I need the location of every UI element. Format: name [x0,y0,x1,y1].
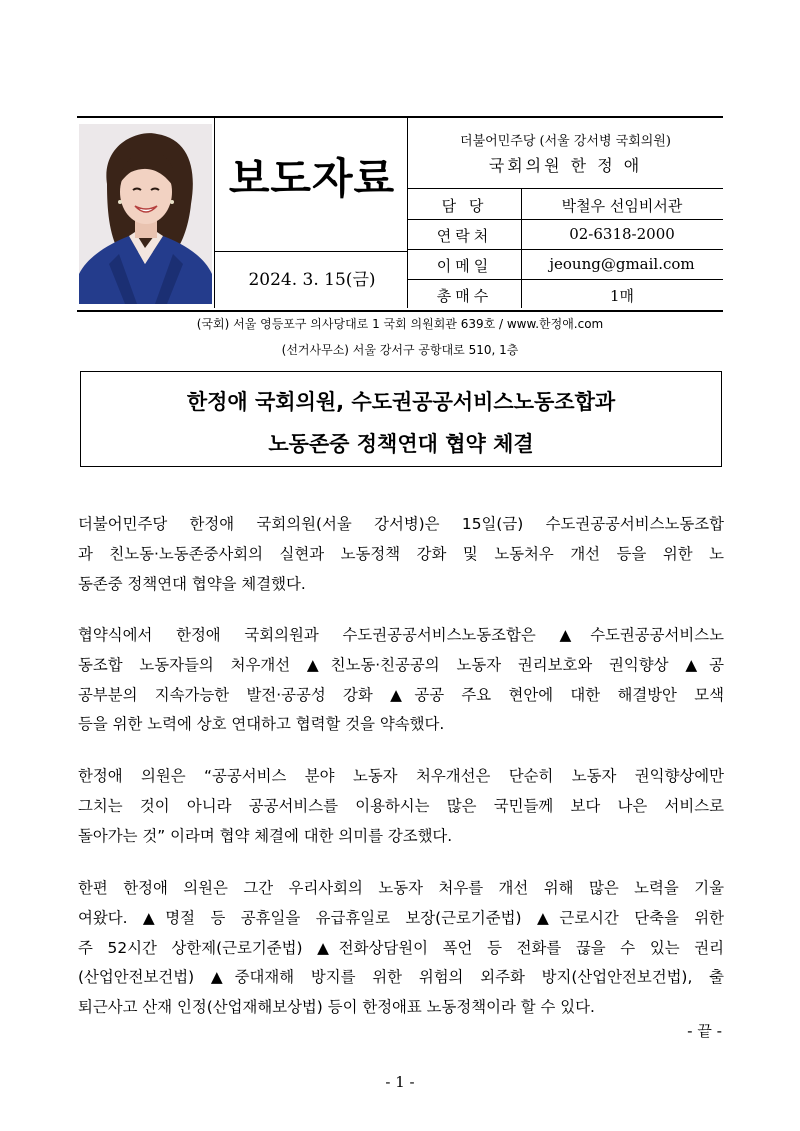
page-count-label: 총매수 [436,287,493,305]
body-paragraph-3 [78,762,724,851]
divider [407,219,723,220]
divider [407,279,723,280]
text-line: 공부분의 지속가능한 발전·공공성 강화 ▲공공 주요 현안에 대한 해결방안 모색 [78,685,724,704]
party-affiliation: 더불어민주당 (서울 강서병 국회의원) [460,134,671,149]
body-paragraph-1 [78,510,724,599]
contact-person-value: 박철우 선임비서관 [561,197,683,215]
phone-label: 연락처 [436,227,493,245]
text-line: 동존중 정책연대 협약을 체결했다. [78,574,306,593]
text-line: 한편 한정애 의원은 그간 우리사회의 노동자 처우를 개선 위해 많은 노력을 기울 [78,879,724,897]
body-paragraph-4 [78,874,724,1023]
email-label: 이메일 [436,257,493,275]
body-paragraph-2 [78,621,724,740]
member-name: 국회의원 한 정 애 [488,156,643,175]
text-line: 동조합 노동자들의 처우개선 ▲친노동·친공공의 노동자 권리보호와 권익향상 ▲공 [78,655,724,674]
text-line: 과 친노동·노동존중사회의 실현과 노동정책 강화 및 노동처우 개선 등을 위한 노 [78,544,724,563]
phone-value: 02-6318-2000 [569,225,675,243]
text-line: 더불어민주당 한정애 국회의원(서울 강서병)은 15일(금) 수도권공공서비스노동조합 [78,515,724,533]
text-line: 그치는 것이 아니라 공공서비스를 이용하시는 많은 국민들께 보다 나은 서비스로 [78,796,724,815]
release-date: 2024. 3. 15(금) [248,270,376,290]
page-number: - 1 - [385,1073,415,1091]
headline-line-2: 노동존중 정책연대 협약 체결 [268,432,534,456]
lawmaker-photo [79,124,212,304]
headline-line-1: 한정애 국회의원, 수도권공공서비스노동조합과 [186,390,616,414]
text-line: 돌아가는 것” 이라며 협약 체결에 대한 의미를 강조했다. [78,826,453,845]
office-address: (선거사무소) 서울 강서구 공항대로 510, 1층 [281,343,519,357]
divider [407,188,723,189]
document-title: 보도자료 [228,154,396,203]
end-mark: - 끝 - [687,1022,722,1040]
divider [214,251,408,252]
press-release-header [77,116,723,312]
text-line: 한정애 의원은 “공공서비스 분야 노동자 처우개선은 단순히 노동자 권익향상에만 [78,767,724,785]
divider [407,249,723,250]
text-line: 등을 위한 노력에 상호 연대하고 협력할 것을 약속했다. [78,715,445,734]
text-line: 여왔다. ▲명절 등 공휴일을 유급휴일로 보장(근로기준법) ▲근로시간 단축을 위한 [78,908,724,927]
divider [214,118,215,308]
headline-box [80,371,722,467]
assembly-address: (국회) 서울 영등포구 의사당대로 1 국회 의원회관 639호 / www.한정애.com [196,317,604,331]
text-line: 퇴근사고 산재 인정(산업재해보상법) 등이 한정애표 노동정책이라 할 수 있다. [78,998,595,1017]
page-count-value: 1매 [609,287,635,305]
contact-person-label: 담 당 [441,197,488,215]
text-line: (산업안전보건법) ▲중대재해 방지를 위한 위험의 외주화 방지(산업안전보건법), 출 [78,968,724,987]
email-value: jeoung@gmail.com [549,255,695,273]
text-line: 주 52시간 상한제(근로기준법) ▲전화상담원이 폭언 등 전화를 끊을 수 있는 권리 [78,938,724,957]
text-line: 협약식에서 한정애 국회의원과 수도권공공서비스노동조합은 ▲수도권공공서비스노 [78,626,724,644]
